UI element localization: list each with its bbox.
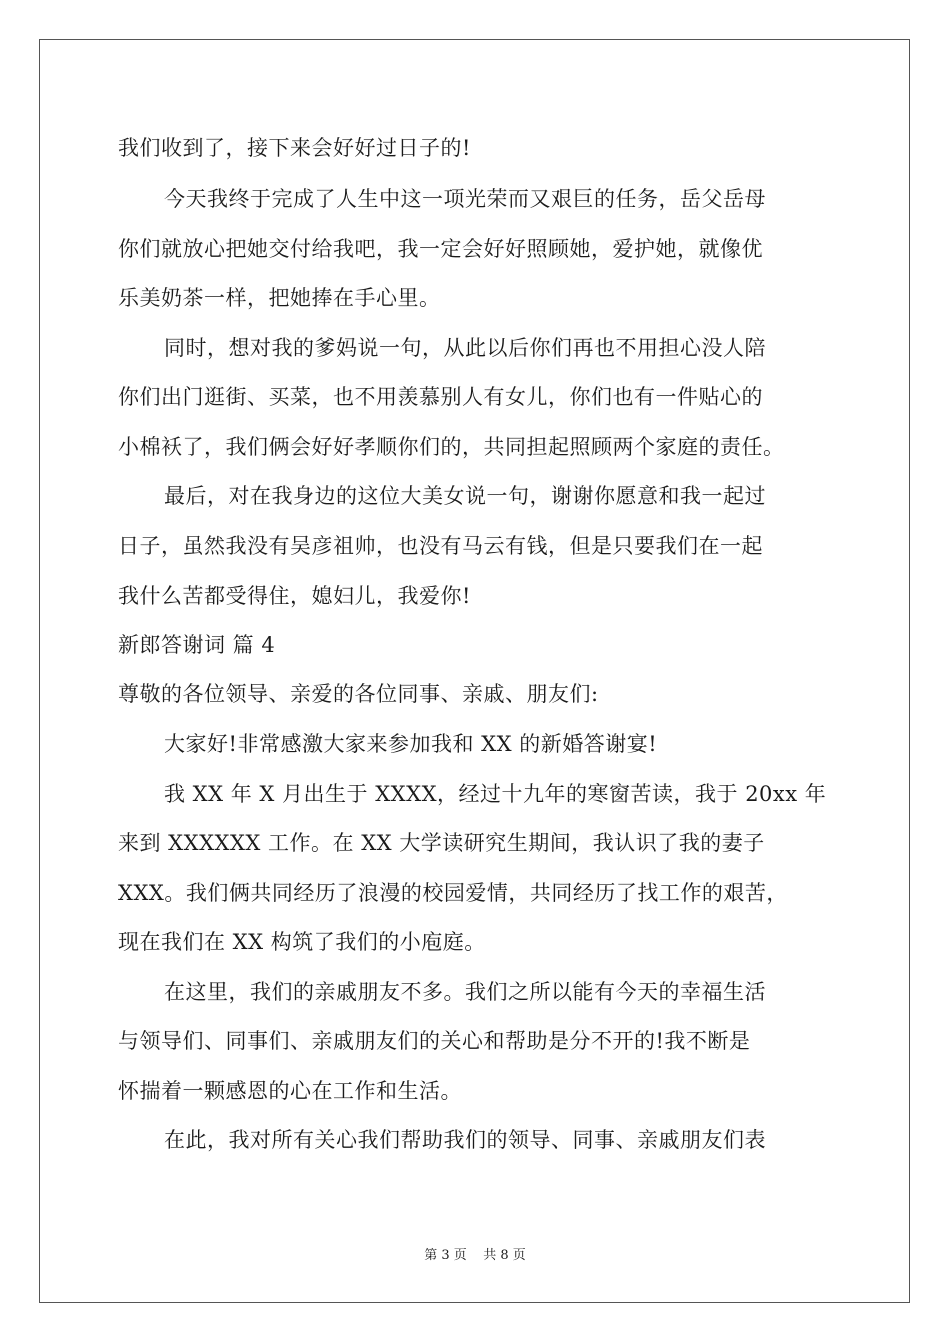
text-line: 大家好!非常感激大家来参加我和 XX 的新婚答谢宴! — [164, 732, 658, 756]
section-heading: 新郎答谢词 篇 4 — [118, 633, 276, 657]
text-line: 在此，我对所有关心我们帮助我们的领导、同事、亲戚朋友们表 — [164, 1128, 766, 1152]
text-line: 你们就放心把她交付给我吧，我一定会好好照顾她，爱护她，就像优 — [118, 237, 763, 261]
text-line: 乐美奶茶一样，把她捧在手心里。 — [118, 286, 441, 310]
text-line: 来到 XXXXXX 工作。在 XX 大学读研究生期间，我认识了我的妻子 — [118, 831, 765, 855]
text-line: 日子，虽然我没有吴彦祖帅，也没有马云有钱，但是只要我们在一起 — [118, 534, 763, 558]
text-line: 怀揣着一颗感恩的心在工作和生活。 — [118, 1079, 462, 1103]
text-line: 你们出门逛街、买菜，也不用羡慕别人有女儿，你们也有一件贴心的 — [118, 385, 763, 409]
text-line: 同时，想对我的爹妈说一句，从此以后你们再也不用担心没人陪 — [164, 336, 766, 360]
text-line: 现在我们在 XX 构筑了我们的小庖庭。 — [118, 930, 486, 954]
text-line: XXX。我们俩共同经历了浪漫的校园爱情，共同经历了找工作的艰苦， — [118, 881, 788, 905]
text-line: 我什么苦都受得住，媳妇儿，我爱你! — [118, 584, 471, 608]
text-line: 与领导们、同事们、亲戚朋友们的关心和帮助是分不开的!我不断是 — [118, 1029, 751, 1053]
text-line: 我 XX 年 X 月出生于 XXXX，经过十九年的寒窗苦读，我于 20xx 年 — [164, 782, 827, 806]
page-number-footer: 第 3 页 共 8 页 — [424, 1248, 526, 1263]
text-line: 最后，对在我身边的这位大美女说一句，谢谢你愿意和我一起过 — [164, 484, 766, 508]
text-line: 今天我终于完成了人生中这一项光荣而又艰巨的任务，岳父岳母 — [164, 187, 766, 211]
page-border — [39, 39, 910, 1303]
text-line: 我们收到了，接下来会好好过日子的! — [118, 136, 471, 160]
text-line: 在这里，我们的亲戚朋友不多。我们之所以能有今天的幸福生活 — [164, 980, 766, 1004]
text-line: 小棉袄了，我们俩会好好孝顺你们的，共同担起照顾两个家庭的责任。 — [118, 435, 785, 459]
salutation: 尊敬的各位领导、亲爱的各位同事、亲戚、朋友们: — [118, 682, 599, 706]
